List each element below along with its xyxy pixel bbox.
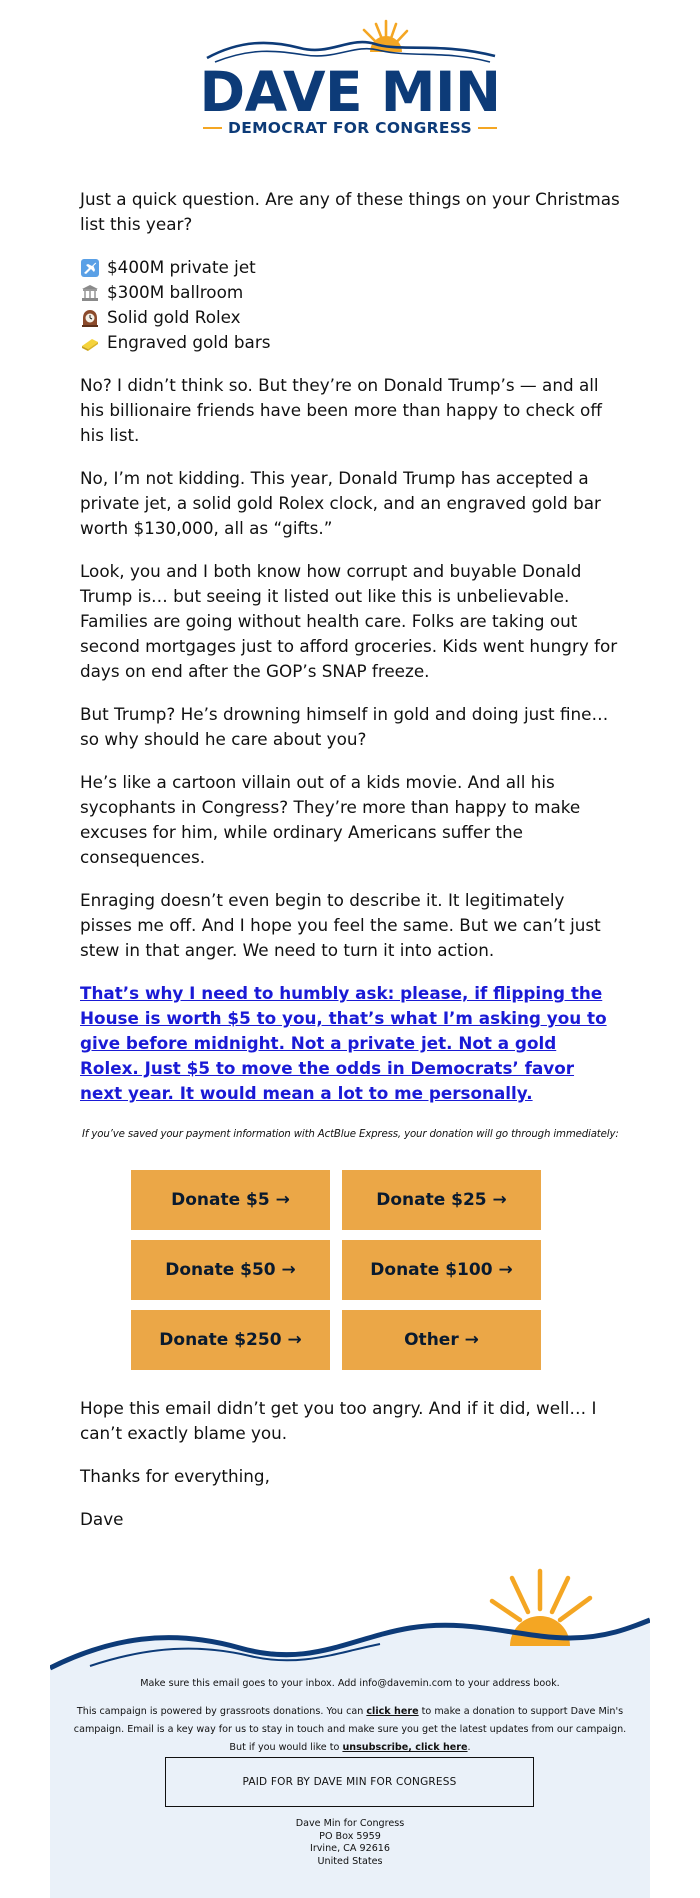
gold-bar-icon (80, 333, 100, 353)
candidate-name: DAVE MIN (199, 60, 501, 124)
closing-paragraph: Hope this email didn’t get you too angry. And if it did, well… I can’t exactly blame you. (80, 1398, 597, 1443)
campaign-funding-note: This campaign is powered by grassroots donations. You can click here to make a donation to support Dave Min's campaign. Email is a key way for us to stay in touch and make sure you get the latest updates from our campaign. But if you would like to unsubscribe, click here. (73, 1706, 627, 1753)
mantelpiece-clock-icon (80, 308, 100, 328)
classical-building-icon (80, 283, 100, 303)
address-line: PO Box 5959 (319, 1830, 381, 1842)
address-line: Irvine, CA 92616 (309, 1843, 391, 1854)
sign-off: Thanks for everything, (80, 1466, 270, 1486)
inbox-note: Make sure this email goes to your inbox. Add info@davemin.com to your address book. (140, 1678, 560, 1689)
donate-25-button[interactable]: Donate $25 → (342, 1170, 541, 1230)
list-item (80, 330, 620, 355)
mailing-address (50, 1818, 650, 1868)
list-item (80, 255, 620, 280)
closing-section (80, 1396, 620, 1550)
body-paragraph: He’s like a cartoon villain out of a kids movie. And all his sycophants in Congress? They’re more than happy to make excuses for him, while ordinary Americans suffer the consequences. (80, 772, 581, 867)
body-paragraph: Look, you and I both know how corrupt and buyable Donald Trump is… but seeing it listed out like this is unbelievable. Families are going without health care. Folks are taking out second mortgages just to afford groceries. Kids went hungry for days on end after the GOP’s SNAP freeze. (80, 561, 618, 681)
body-paragraph: Enraging doesn’t even begin to describe it. It legitimately pisses me off. And I hope you feel the same. But we can’t just stew in that anger. We need to turn it into action. (80, 890, 601, 960)
donate-250-button[interactable]: Donate $250 → (131, 1310, 330, 1370)
actblue-express-note: If you’ve saved your payment information with ActBlue Express, your donation will go through immediately: (82, 1129, 619, 1140)
signature: Dave (80, 1509, 124, 1529)
email-body (80, 187, 620, 1142)
email-footer (50, 1568, 650, 1898)
airplane-icon (80, 258, 100, 278)
body-paragraph: No, I’m not kidding. This year, Donald Trump has accepted a private jet, a solid gold Rolex clock, and an engraved gold bar worth $130,000, all as “gifts.” (80, 468, 601, 538)
donate-other-button[interactable]: Other → (342, 1310, 541, 1370)
list-item (80, 305, 620, 330)
address-line: Dave Min for Congress (295, 1818, 405, 1829)
body-paragraph: No? I didn’t think so. But they’re on Donald Trump’s — and all his billionaire friends have been more than happy to check off his list. (80, 375, 602, 445)
donate-50-button[interactable]: Donate $50 → (131, 1240, 330, 1300)
wishlist-item-text: Engraved gold bars (107, 332, 271, 352)
wishlist-item-text: $300M ballroom (107, 282, 244, 302)
body-paragraph: But Trump? He’s drowning himself in gold and doing just fine… so why should he care about you? (80, 704, 609, 749)
wishlist-item-text: Solid gold Rolex (107, 307, 241, 327)
candidate-tagline: DEMOCRAT FOR CONGRESS (228, 119, 472, 137)
wishlist (80, 255, 620, 355)
intro-paragraph: Just a quick question. Are any of these things on your Christmas list this year? (80, 189, 620, 234)
paid-for-disclaimer: PAID FOR BY DAVE MIN FOR CONGRESS (165, 1757, 534, 1807)
campaign-logo (0, 0, 700, 150)
donate-100-button[interactable]: Donate $100 → (342, 1240, 541, 1300)
unsubscribe-link[interactable]: unsubscribe, click here (342, 1742, 468, 1753)
donate-click-here-link[interactable]: click here (366, 1706, 419, 1717)
donate-5-button[interactable]: Donate $5 → (131, 1170, 330, 1230)
donate-cta-link[interactable]: That’s why I need to humbly ask: please, if flipping the House is worth $5 to you, that’s what I’m asking you to give before midnight. Not a private jet. Not a gold Rolex. Just $5 to move the odds in Democrats’ favor next year. It would mean a lot to me personally. (80, 983, 607, 1103)
wishlist-item-text: $400M private jet (107, 257, 256, 277)
address-line: United States (317, 1855, 383, 1867)
list-item (80, 280, 620, 305)
